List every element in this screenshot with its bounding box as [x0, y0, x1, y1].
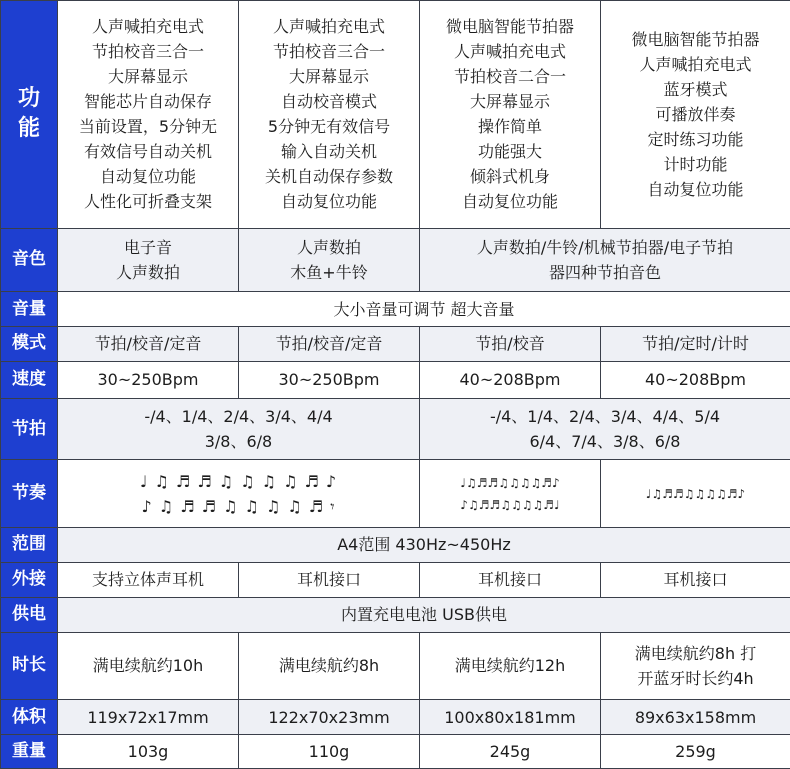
row-size [1, 700, 790, 735]
cell-size-2: 122x70x23mm [239, 700, 420, 735]
cell-duration-2: 满电续航约8h [239, 632, 420, 700]
cell-mode-4: 节拍/定时/计时 [601, 327, 790, 362]
row-mode [1, 327, 790, 362]
cell-duration-4: 满电续航约8h 打 开蓝牙时长约4h [601, 632, 790, 700]
row-function [1, 1, 790, 229]
cell-power: 内置充电电池 USB供电 [58, 597, 790, 632]
cell-weight-4: 259g [601, 735, 790, 769]
row-label-volume: 音量 [1, 292, 58, 327]
cell-interface-4: 耳机接口 [601, 562, 790, 597]
row-label-mode: 模式 [1, 327, 58, 362]
row-label-interface: 外接 [1, 562, 58, 597]
cell-tone-2: 人声数拍 木鱼+牛铃 [239, 228, 420, 292]
row-label-speed: 速度 [1, 361, 58, 398]
cell-size-1: 119x72x17mm [58, 700, 239, 735]
row-label-power: 供电 [1, 597, 58, 632]
cell-beat-12: -/4、1/4、2/4、3/4、4/4 3/8、6/8 [58, 398, 420, 460]
row-beat [1, 398, 790, 460]
cell-interface-3: 耳机接口 [420, 562, 601, 597]
row-label-tone: 音色 [1, 228, 58, 292]
cell-tone-1: 电子音 人声数拍 [58, 228, 239, 292]
cell-function-2: 人声喊拍充电式 节拍校音三合一 大屏幕显示 自动校音模式 5分钟无有效信号 输入自动关机 关机自动保存参数 自动复位功能 [239, 1, 420, 229]
cell-mode-1: 节拍/校音/定音 [58, 327, 239, 362]
cell-function-3: 微电脑智能节拍器 人声喊拍充电式 节拍校音二合一 大屏幕显示 操作简单 功能强大 倾斜式机身 自动复位功能 [420, 1, 601, 229]
row-weight [1, 735, 790, 769]
cell-volume: 大小音量可调节 超大音量 [58, 292, 790, 327]
cell-speed-3: 40~208Bpm [420, 361, 601, 398]
cell-rhythm-4: ♩♫♬♬♫♫♫♫♬♪ [601, 460, 790, 528]
cell-size-4: 89x63x158mm [601, 700, 790, 735]
cell-duration-3: 满电续航约12h [420, 632, 601, 700]
row-label-rhythm: 节奏 [1, 460, 58, 528]
cell-tone-34: 人声数拍/牛铃/机械节拍器/电子节拍 器四种节拍音色 [420, 228, 790, 292]
cell-mode-3: 节拍/校音 [420, 327, 601, 362]
cell-mode-2: 节拍/校音/定音 [239, 327, 420, 362]
row-rhythm [1, 460, 790, 528]
cell-function-1: 人声喊拍充电式 节拍校音三合一 大屏幕显示 智能芯片自动保存 当前设置，5分钟无 有效信号自动关机 自动复位功能 人性化可折叠支架 [58, 1, 239, 229]
cell-function-4: 微电脑智能节拍器 人声喊拍充电式 蓝牙模式 可播放伴奏 定时练习功能 计时功能 自动复位功能 [601, 1, 790, 229]
row-range [1, 528, 790, 563]
cell-interface-2: 耳机接口 [239, 562, 420, 597]
cell-speed-1: 30~250Bpm [58, 361, 239, 398]
cell-speed-4: 40~208Bpm [601, 361, 790, 398]
cell-rhythm-3: ♩♫♬♬♫♫♫♫♬♪ ♪♫♬♬♫♫♫♫♬♩ [420, 460, 601, 528]
cell-weight-3: 245g [420, 735, 601, 769]
row-interface [1, 562, 790, 597]
row-power [1, 597, 790, 632]
row-volume [1, 292, 790, 327]
row-label-beat: 节拍 [1, 398, 58, 460]
row-speed [1, 361, 790, 398]
row-duration [1, 632, 790, 700]
cell-rhythm-12: ♩ ♫ ♬ ♬ ♫ ♫ ♫ ♫ ♬ ♪ ♪ ♫ ♬ ♬ ♫ ♫ ♫ ♫ ♬ 𝄾 [58, 460, 420, 528]
row-tone [1, 228, 790, 292]
cell-beat-34: -/4、1/4、2/4、3/4、4/4、5/4 6/4、7/4、3/8、6/8 [420, 398, 790, 460]
cell-weight-2: 110g [239, 735, 420, 769]
cell-duration-1: 满电续航约10h [58, 632, 239, 700]
cell-size-3: 100x80x181mm [420, 700, 601, 735]
row-label-weight: 重量 [1, 735, 58, 769]
cell-range: A4范围 430Hz~450Hz [58, 528, 790, 563]
row-label-duration: 时长 [1, 632, 58, 700]
row-label-size: 体积 [1, 700, 58, 735]
cell-weight-1: 103g [58, 735, 239, 769]
row-label-range: 范围 [1, 528, 58, 563]
cell-speed-2: 30~250Bpm [239, 361, 420, 398]
row-label-function: 功 能 [1, 1, 58, 229]
cell-interface-1: 支持立体声耳机 [58, 562, 239, 597]
